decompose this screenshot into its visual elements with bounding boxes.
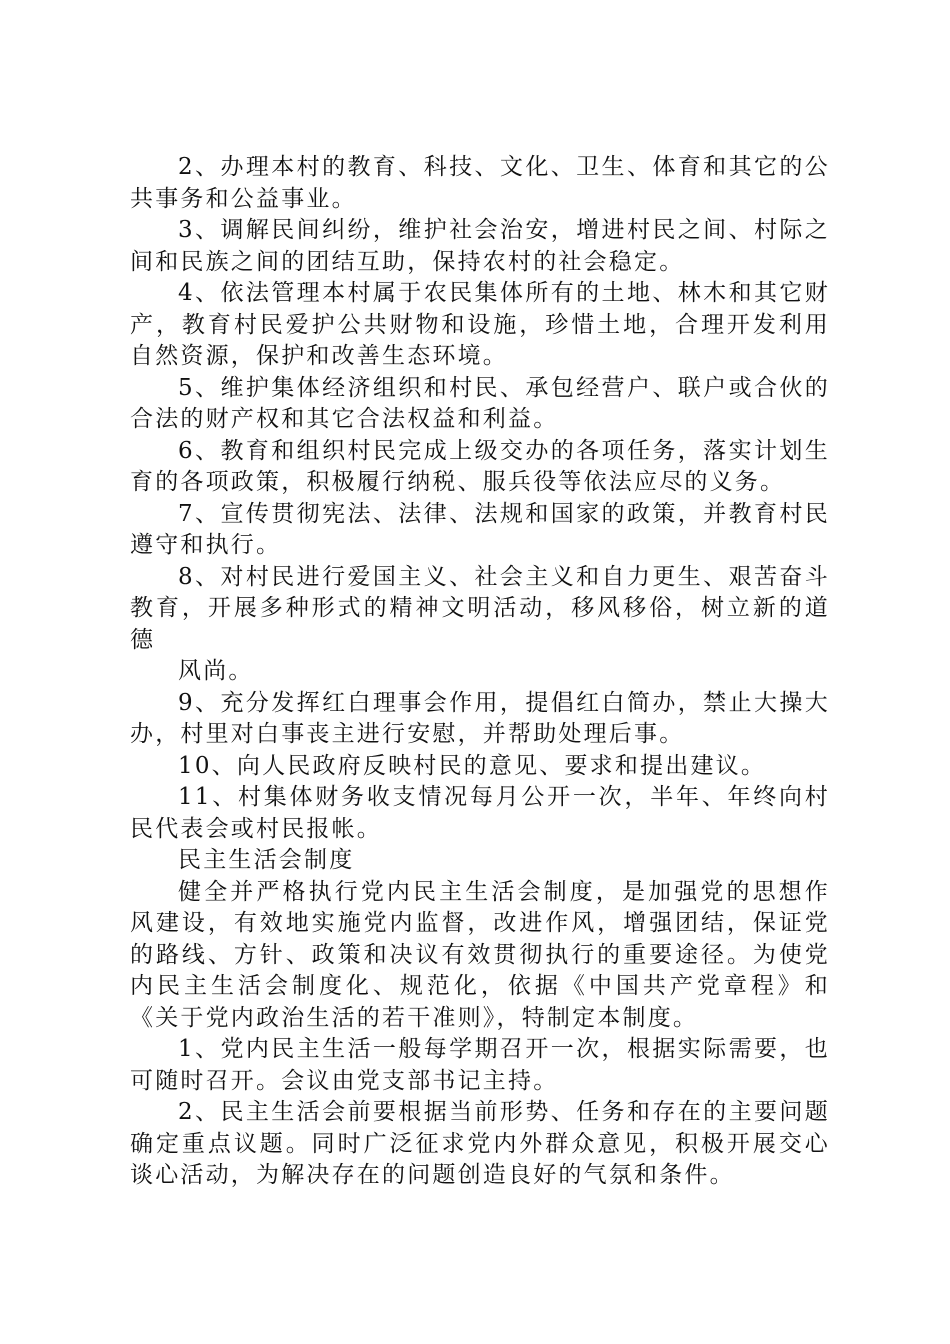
paragraph-item-5: 5、维护集体经济组织和村民、承包经营户、联户或合伙的合法的财产权和其它合法权益和利益。 [130, 374, 830, 432]
rule-item-2: 2、民主生活会前要根据当前形势、任务和存在的主要问题确定重点议题。同时广泛征求党内外群众意见，积极开展交心谈心活动，为解决存在的问题创造良好的气氛和条件。 [130, 1099, 830, 1188]
paragraph-item-11: 11、村集体财务收支情况每月公开一次，半年、年终向村民代表会或村民报帐。 [130, 784, 830, 842]
paragraph-item-3: 3、调解民间纠纷，维护社会治安，增进村民之间、村际之间和民族之间的团结互助，保持农村的社会稳定。 [130, 217, 830, 275]
paragraph-item-8: 8、对村民进行爱国主义、社会主义和自力更生、艰苦奋斗教育，开展多种形式的精神文明活动，移风移俗，树立新的道德 [130, 563, 830, 653]
paragraph-item-9: 9、充分发挥红白理事会作用，提倡红白简办，禁止大操大办，村里对白事丧主进行安慰，并帮助处理后事。 [130, 689, 830, 747]
rule-item-1: 1、党内民主生活一般每学期召开一次，根据实际需要，也可随时召开。会议由党支部书记主持。 [130, 1036, 830, 1094]
paragraph-item-6: 6、教育和组织村民完成上级交办的各项任务，落实计划生育的各项政策，积极履行纳税、服兵役等依法应尽的义务。 [130, 437, 830, 495]
paragraph-item-7: 7、宣传贯彻宪法、法律、法规和国家的政策，并教育村民遵守和执行。 [130, 500, 830, 558]
section-heading: 民主生活会制度 [178, 847, 355, 873]
document-body [130, 152, 830, 1192]
section-intro-paragraph: 健全并严格执行党内民主生活会制度，是加强党的思想作风建设，有效地实施党内监督，改进作风，增强团结，保证党的路线、方针、政策和决议有效贯彻执行的重要途径。为使党内民主生活会制度化、规范化，依据《中国共产党章程》和《关于党内政治生活的若干准则》，特制定本制度。 [130, 878, 830, 1031]
paragraph-item-10: 10、向人民政府反映村民的意见、要求和提出建议。 [178, 752, 767, 779]
paragraph-item-2: 2、办理本村的教育、科技、文化、卫生、体育和其它的公共事务和公益事业。 [130, 154, 830, 212]
paragraph-continuation: 风尚。 [178, 658, 254, 684]
paragraph-item-4: 4、依法管理本村属于农民集体所有的土地、林木和其它财产，教育村民爱护公共财物和设施，珍惜土地，合理开发利用自然资源，保护和改善生态环境。 [130, 280, 830, 369]
